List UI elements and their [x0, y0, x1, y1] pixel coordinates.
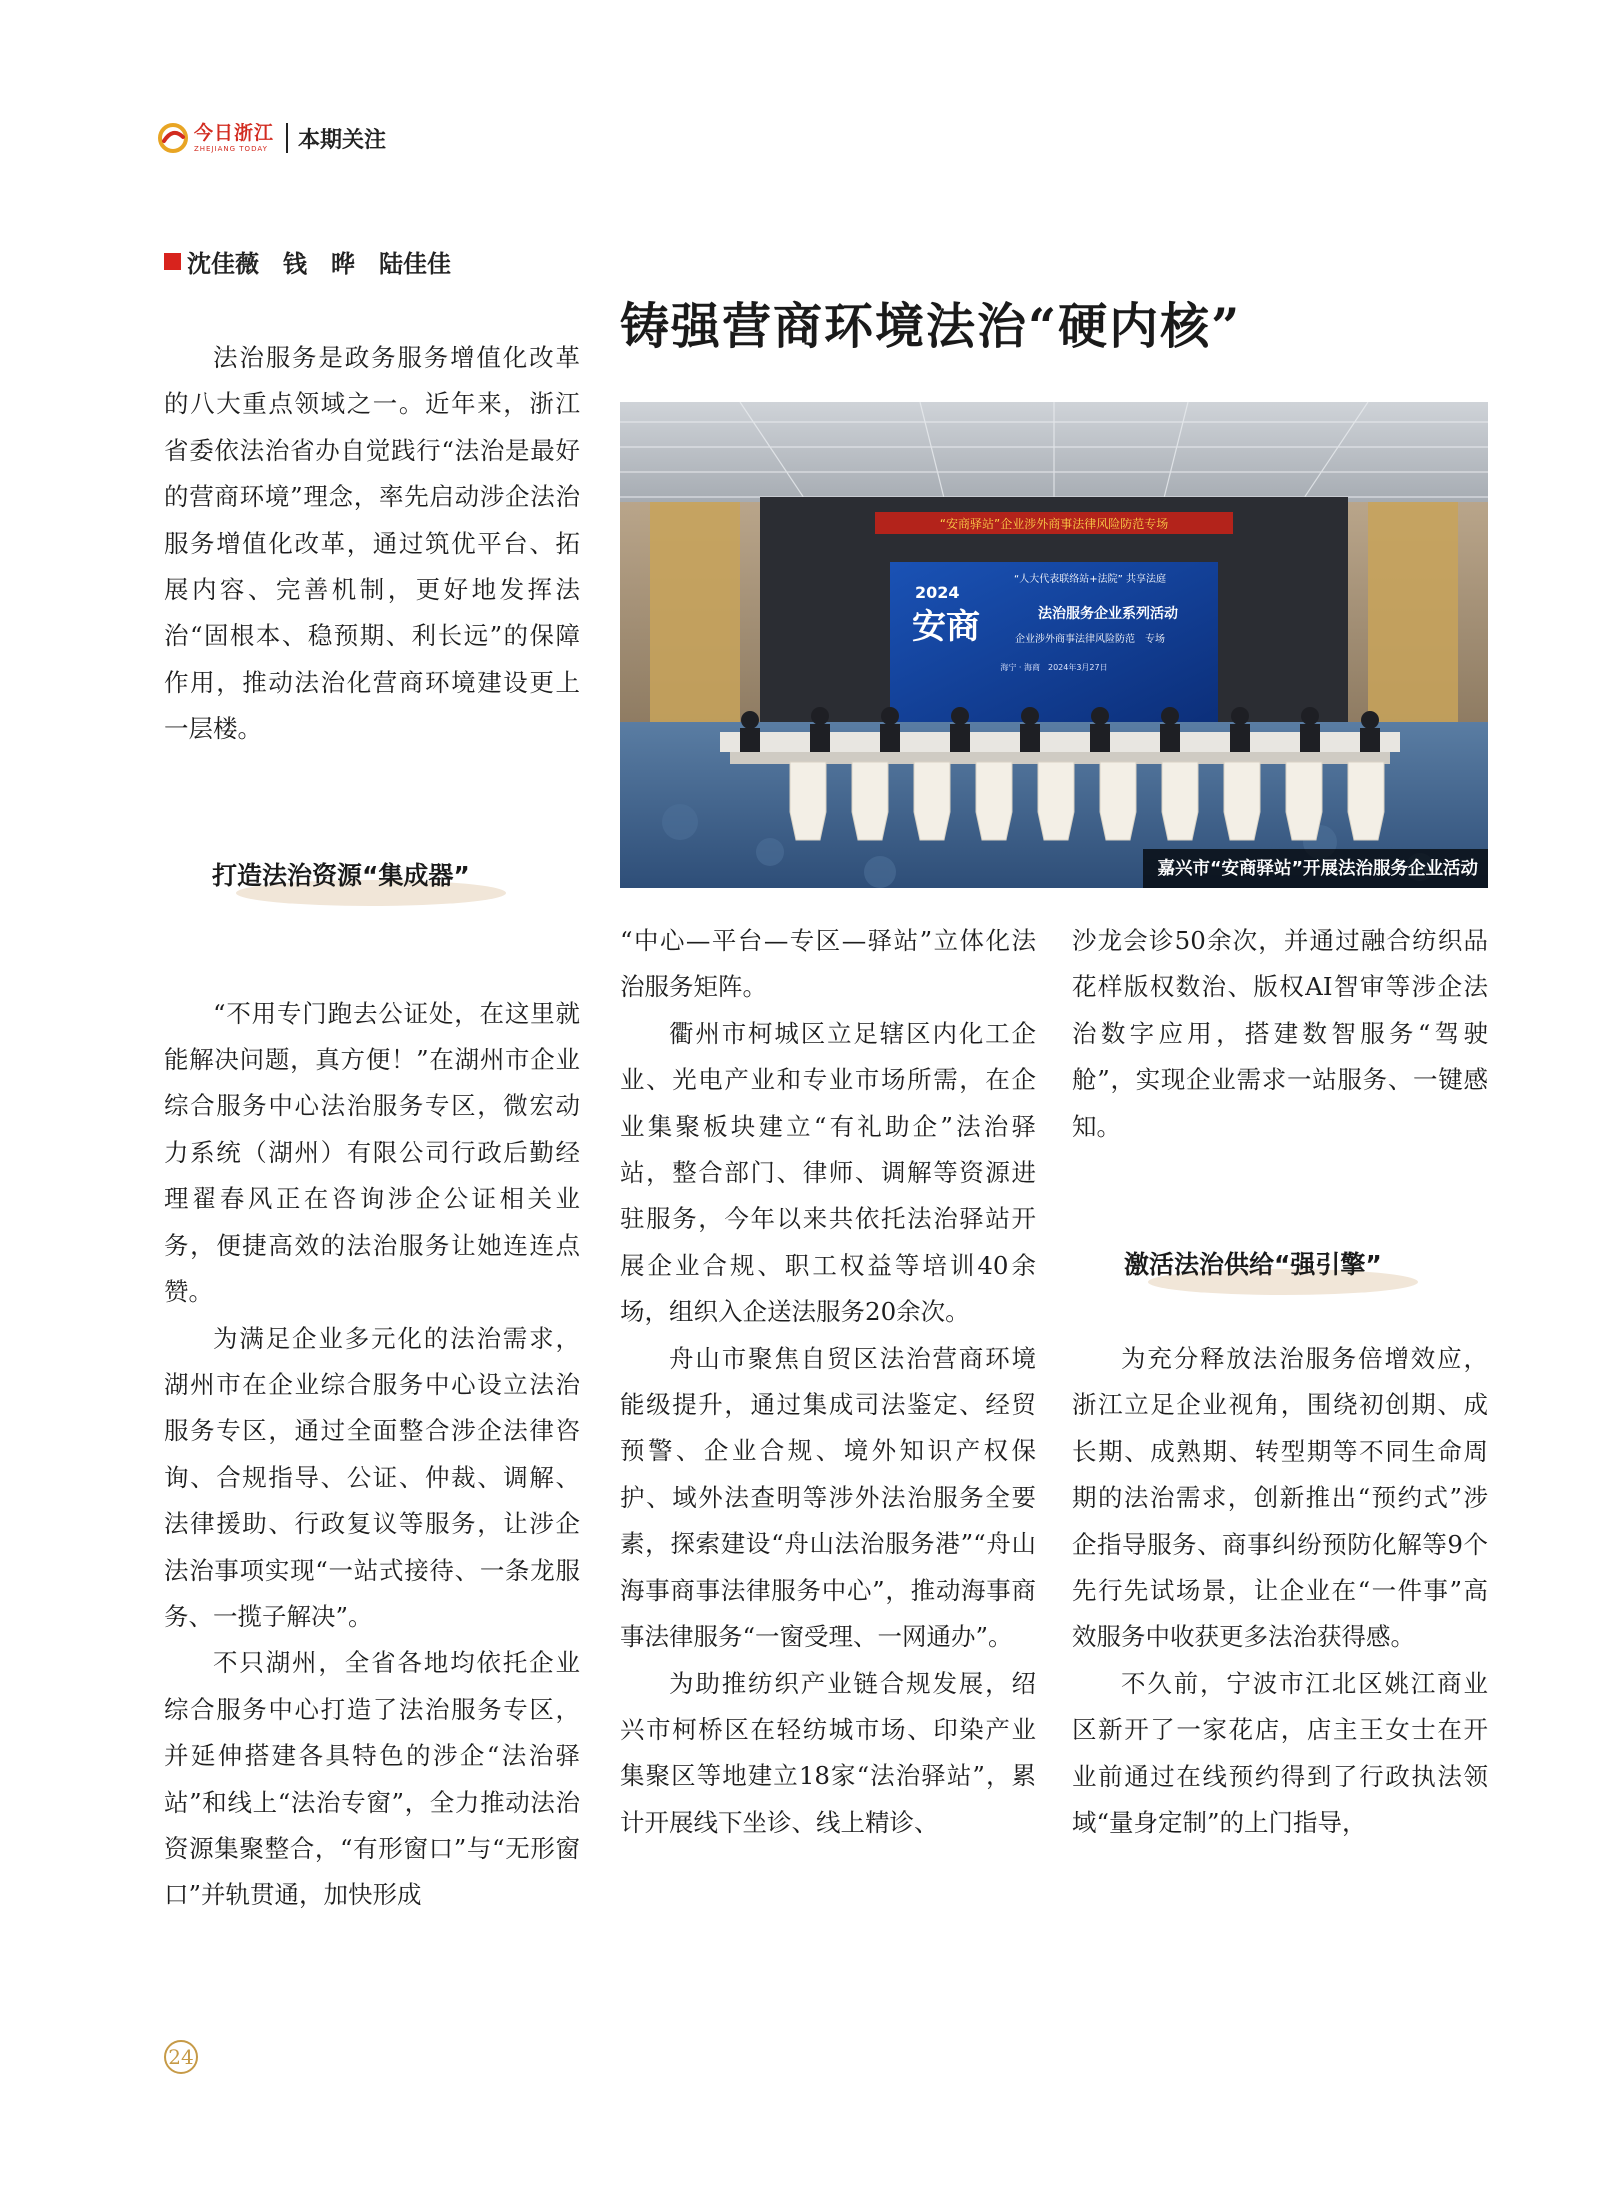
screen-footer: 海宁 · 海商 2024年3月27日	[1000, 663, 1108, 672]
logo-chinese: 今日浙江	[194, 121, 275, 144]
screen-big: 安商	[912, 607, 980, 647]
banner-text: “安商驿站”企业涉外商事法律风险防范专场	[939, 517, 1169, 531]
article-title: 铸强营商环境法治“硬内核”	[620, 297, 1242, 355]
section-label: 本期关注	[298, 127, 387, 153]
event-photo	[620, 402, 1488, 888]
article-column-1	[164, 335, 580, 1919]
byline-authors: 沈佳薇 钱 晔 陆佳佳	[187, 250, 451, 278]
paragraph: 为助推纺织产业链合规发展，绍兴市柯桥区在轻纺城市场、印染产业集聚区等地建立18家“法治驿站”，累计开展线下坐诊、线上精诊、	[620, 1668, 1036, 1837]
paragraph: 法治服务是政务服务增值化改革的八大重点领域之一。近年来，浙江省委依法治省办自觉践行“法治是最好的营商环境”理念，率先启动涉企法治服务增值化改革，通过筑优平台、拓展内容、完善机制，更好地发挥法治“固根本、稳预期、利长远”的保障作用，推动法治化营商环境建设更上一层楼。	[164, 343, 580, 744]
article-column-3	[1072, 918, 1488, 1847]
header-divider	[286, 123, 288, 153]
paragraph: 不只湖州，全省各地均依托企业综合服务中心打造了法治服务专区，并延伸搭建各具特色的涉企“法治驿站”和线上“法治专窗”，全力推动法治资源集聚整合，“有形窗口”与“无形窗口”并轨贯通，加快形成	[164, 1648, 580, 1910]
article-column-2	[620, 918, 1036, 1846]
paragraph: 不久前，宁波市江北区姚江商业区新开了一家花店，店主王女士在开业前通过在线预约得到了行政执法领域“量身定制”的上门指导，	[1072, 1668, 1488, 1838]
paragraph: 为满足企业多元化的法治需求，湖州市在企业综合服务中心设立法治服务专区，通过全面整合涉企法律咨询、合规指导、公证、仲裁、调解、法律援助、行政复议等服务，让涉企法治事项实现“一站式接待、一条龙服务、一揽子解决”。	[164, 1323, 580, 1631]
screen-year: 2024	[915, 583, 960, 602]
paragraph: 沙龙会诊50余次，并通过融合纺织品花样版权数治、版权AI智审等涉企法治数字应用，搭建数智服务“驾驶舱”，实现企业需求一站服务、一键感知。	[1072, 926, 1488, 1141]
logo-swirl-icon	[158, 123, 188, 153]
subheading-engine: 激活法治供给“强引擎”	[1124, 1250, 1382, 1279]
page-header	[158, 118, 386, 158]
photo-caption: 嘉兴市“安商驿站”开展法治服务企业活动	[1143, 849, 1488, 888]
paragraph: “不用专门跑去公证处，在这里就能解决问题，真方便！”在湖州市企业综合服务中心法治服务专区，微宏动力系统（湖州）有限公司行政后勤经理翟春风正在咨询涉企公证相关业务，便捷高效的法治服务让她连连点赞。	[164, 998, 580, 1307]
logo-english: ZHEJIANG TODAY	[194, 144, 268, 153]
page-number: 24	[164, 2040, 198, 2074]
screen-line-2: 法治服务企业系列活动	[1038, 606, 1178, 622]
subheading-integrator: 打造法治资源“集成器”	[212, 861, 470, 890]
screen-line-3: 企业涉外商事法律风险防范 专场	[1015, 634, 1165, 645]
paragraph: 衢州市柯城区立足辖区内化工企业、光电产业和专业市场所需，在企业集聚板块建立“有礼助企”法治驿站，整合部门、律师、调解等资源进驻服务，今年以来共依托法治驿站开展企业合规、职工权益等培训40余场，组织入企送法服务20余次。	[620, 1018, 1036, 1327]
byline	[164, 244, 451, 279]
screen-line-1: “人大代表联络站+法院” 共享法庭	[1014, 574, 1166, 585]
paragraph: 为充分释放法治服务倍增效应，浙江立足企业视角，围绕初创期、成长期、成熟期、转型期等不同生命周期的法治需求，创新推出“预约式”涉企指导服务、商事纠纷预防化解等9个先行先试场景，让企业在“一件事”高效服务中收获更多法治获得感。	[1072, 1344, 1488, 1652]
paragraph: 舟山市聚焦自贸区法治营商环境能级提升，通过集成司法鉴定、经贸预警、企业合规、境外知识产权保护、域外法查明等涉外法治服务全要素，探索建设“舟山法治服务港”“舟山海事商事法律服务中心”，推动海事商事法律服务“一窗受理、一网通办”。	[620, 1343, 1036, 1652]
byline-marker-icon	[164, 253, 181, 270]
paragraph: “中心—平台—专区—驿站”立体化法治服务矩阵。	[620, 926, 1036, 1002]
magazine-logo	[158, 123, 274, 153]
